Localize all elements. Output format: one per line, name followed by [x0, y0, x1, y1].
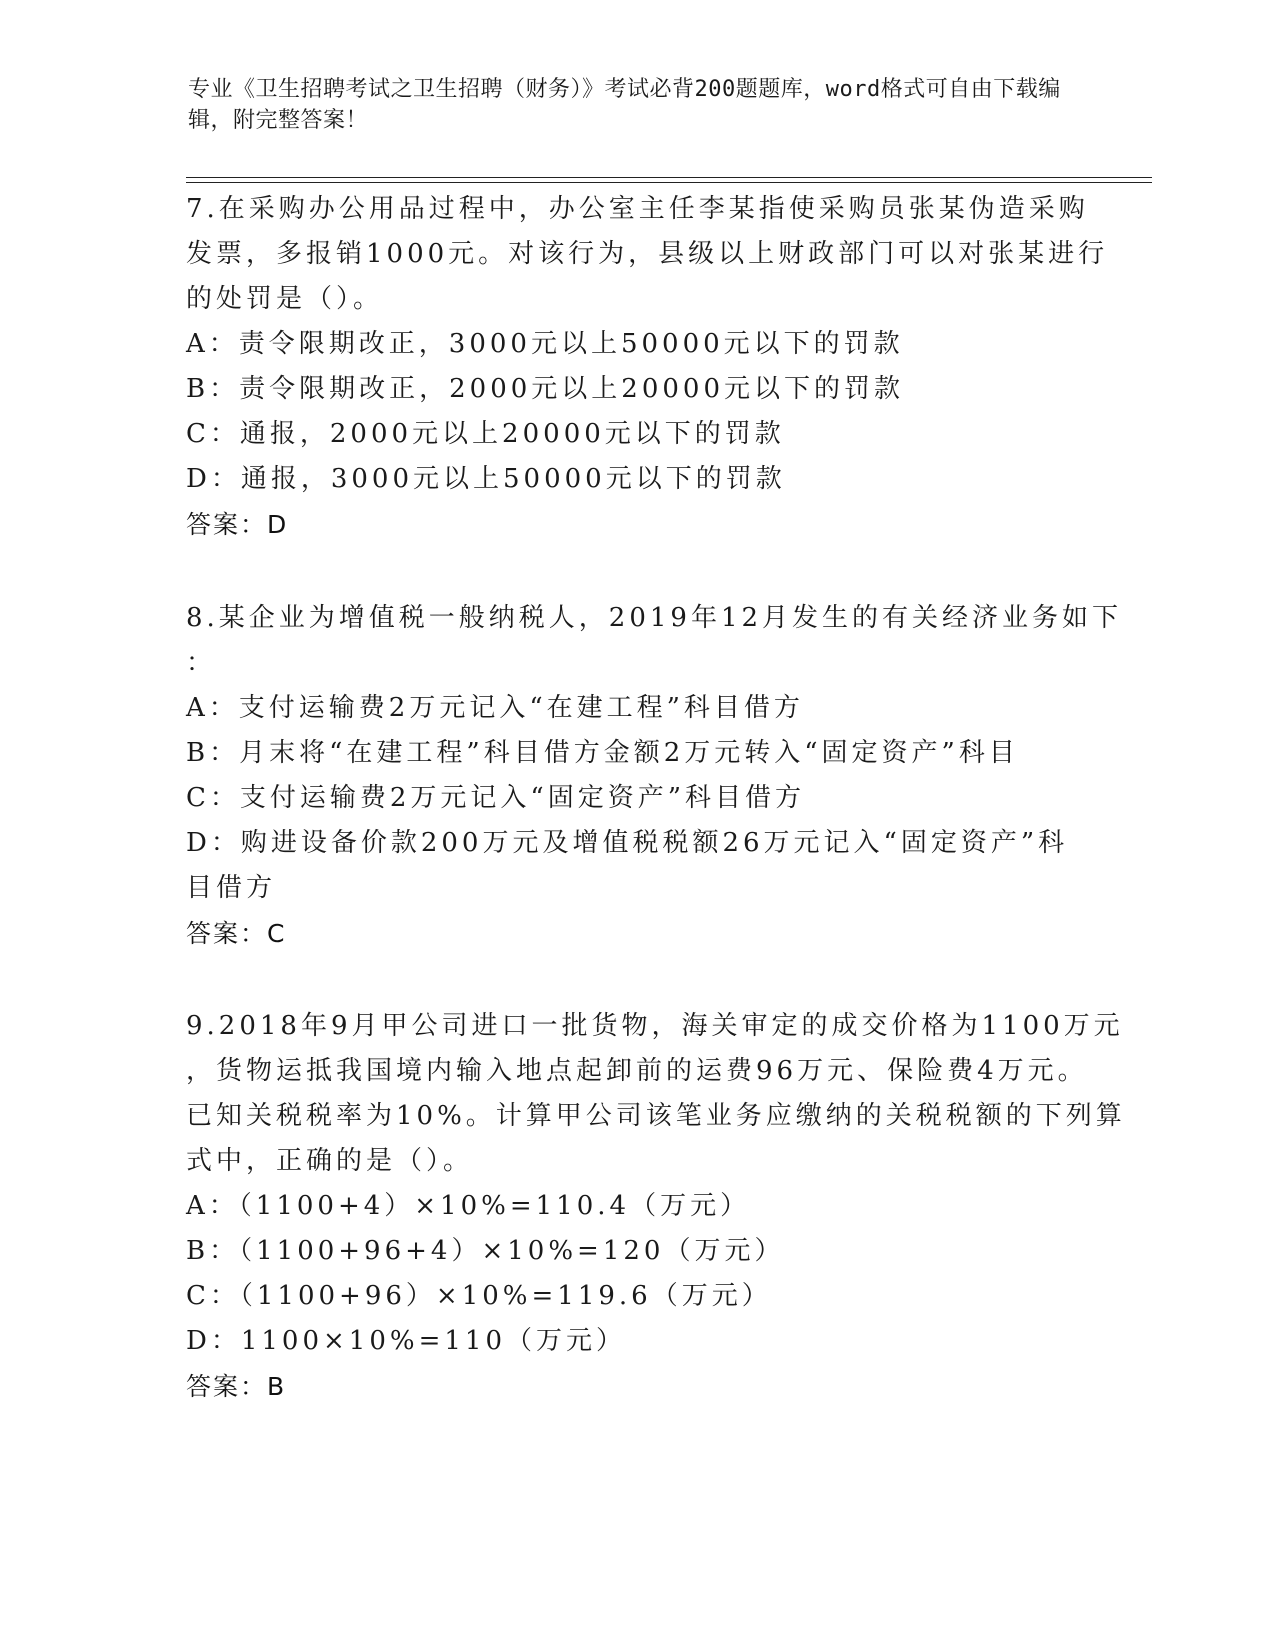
question-7-answer: 答案：D — [186, 510, 289, 539]
question-8-option-d: D：购进设备价款200万元及增值税税额26万元记入“固定资产”科 — [186, 828, 1069, 858]
question-9-line-2: ，货物运抵我国境内输入地点起卸前的运费96万元、保险费4万元。 — [186, 1056, 1088, 1086]
question-9-line-3: 已知关税税率为10%。计算甲公司该笔业务应缴纳的关税税额的下列算 — [186, 1101, 1126, 1131]
question-8-answer: 答案：C — [186, 919, 287, 948]
question-9 — [186, 1004, 1126, 1409]
question-9-option-b: B：（1100+96+4）×10%=120（万元） — [186, 1236, 785, 1266]
question-7-option-c: C：通报，2000元以上20000元以下的罚款 — [186, 419, 785, 449]
question-7-option-a: A：责令限期改正，3000元以上50000元以下的罚款 — [186, 329, 904, 359]
question-7-line-2: 发票，多报销1000元。对该行为，县级以上财政部门可以对张某进行 — [186, 239, 1109, 269]
question-7-option-b: B：责令限期改正，2000元以上20000元以下的罚款 — [186, 374, 904, 404]
question-9-option-c: C：（1100+96）×10%=119.6（万元） — [186, 1281, 772, 1311]
question-8-option-a: A：支付运输费2万元记入“在建工程”科目借方 — [186, 693, 804, 723]
header-divider-bottom — [186, 182, 1152, 183]
question-7 — [186, 187, 1109, 547]
question-8-option-c: C：支付运输费2万元记入“固定资产”科目借方 — [186, 783, 806, 813]
question-8-line-2: ： — [186, 648, 217, 678]
question-8-option-b: B：月末将“在建工程”科目借方金额2万元转入“固定资产”科目 — [186, 738, 1019, 768]
document-header: 专业《卫生招聘考试之卫生招聘（财务）》考试必背200题题库，word格式可自由下载编辑，附完整答案！ — [188, 77, 1061, 133]
question-8-option-d-cont: 目借方 — [186, 873, 277, 903]
question-9-line-1: 9.2018年9月甲公司进口一批货物，海关审定的成交价格为1100万元 — [186, 1011, 1124, 1041]
question-7-line-1: 7.在采购办公用品过程中，办公室主任李某指使采购员张某伪造采购 — [186, 194, 1089, 224]
question-9-option-d: D：1100×10%=110（万元） — [186, 1326, 626, 1356]
question-9-option-a: A：（1100+4）×10%=110.4（万元） — [186, 1191, 751, 1221]
question-7-option-d: D：通报，3000元以上50000元以下的罚款 — [186, 464, 786, 494]
question-7-line-3: 的处罚是（）。 — [186, 284, 384, 314]
question-9-line-4: 式中，正确的是（）。 — [186, 1146, 474, 1176]
question-9-answer: 答案：B — [186, 1372, 287, 1401]
question-8 — [186, 596, 1123, 956]
question-8-line-1: 8.某企业为增值税一般纳税人，2019年12月发生的有关经济业务如下 — [186, 603, 1123, 633]
header-divider-top — [186, 177, 1152, 178]
